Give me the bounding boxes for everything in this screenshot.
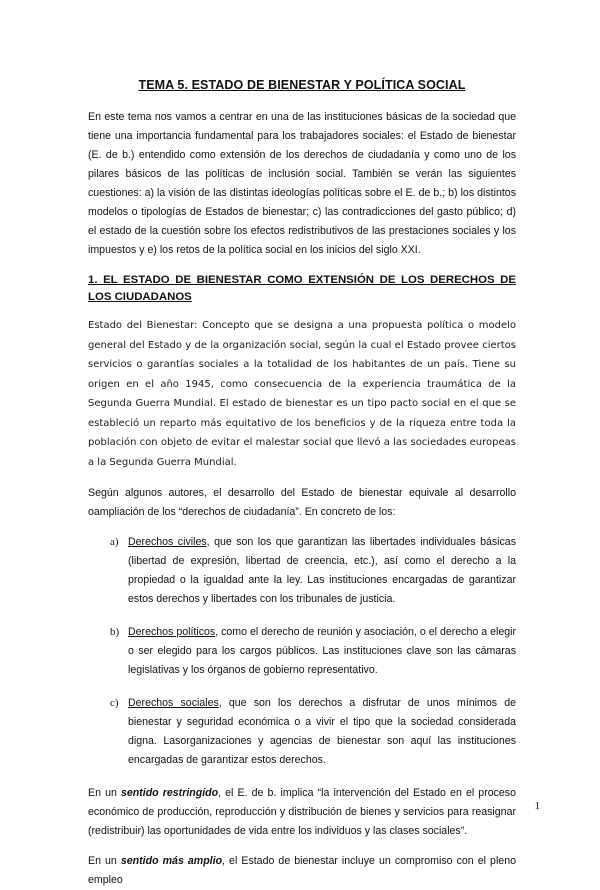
list-marker: c) [110, 697, 119, 709]
broad-prefix: En un [88, 855, 121, 867]
definition-paragraph: Estado del Bienestar: Concepto que se designa a una propuesta política o modelo general del Estado y de la organización social, según la cual el Estado provee ciertos servicios o garantías sociales a la totalidad de los habitantes de un país. Tiene su origen en el año 1945, como consecuencia de la experiencia traumática de la Segunda Guerra Mundial. El estado de bienestar es un tipo pacto social en el que se estableció un reparto más equitativo de los beneficios y de la riqueza entre toda la población con objeto de evitar el malestar social que llevó a las sociedades europeas a la Segunda Guerra Mundial. [88, 320, 516, 468]
broad-text: , el Estado de bienestar incluye un compromiso con el pleno empleo [88, 855, 516, 886]
right-term: Derechos políticos [128, 626, 216, 638]
broad-term: sentido más amplio [120, 855, 223, 867]
restricted-sense-paragraph [88, 784, 516, 841]
right-term: Derechos civiles [128, 536, 207, 548]
document-title: TEMA 5. ESTADO DE BIENESTAR Y POLÍTICA SOCIAL [138, 78, 466, 92]
restricted-term: sentido restringido [120, 787, 219, 799]
right-text: , como el derecho de reunión y asociación, o el derecho a elegir o ser elegido para los cargos públicos. Las instituciones clave son las cámaras legislativas y los órganos de gobierno representativo. [128, 626, 516, 676]
document-page [88, 78, 516, 890]
section-heading: 1. EL ESTADO DE BIENESTAR COMO EXTENSIÓN DE LOS DERECHOS DE LOS CIUDADANOS [88, 274, 516, 303]
broad-sense-paragraph [88, 852, 516, 890]
page-number: 1 [534, 800, 540, 812]
list-item [88, 623, 516, 680]
restricted-prefix: En un [88, 787, 121, 799]
authors-paragraph: Según algunos autores, el desarrollo del Estado de bienestar equivale al desarrollo oampliación de los “derechos de ciudadanía”. En concreto de los: [88, 487, 516, 518]
list-marker: a) [110, 536, 119, 548]
right-text: , que son los derechos a disfrutar de unos mínimos de bienestar y seguridad económica o a vivir el tipo que la sociedad considerada digna. Lasorganizaciones y agencias de bienestar son aquí las instituciones encargadas de garantizar estos derechos. [128, 697, 516, 766]
rights-list [88, 533, 516, 770]
list-item [88, 533, 516, 609]
intro-paragraph: En este tema nos vamos a centrar en una de las instituciones básicas de la sociedad que tiene una importancia fundamental para los trabajadores sociales: el Estado de bienestar (E. de b.) entendido como extensión de los derechos de ciudadanía y como uno de los pilares básicos de las políticas de inclusión social. También se verán las siguientes cuestiones: a) la visión de las distintas ideologías políticas sobre el E. de b.; b) los distintos modelos o tipologías de Estados de bienestar; c) las contradicciones del gasto público; d) el estado de la cuestión sobre los efectos redistributivos de las prestaciones sociales y los impuestos y e) los retos de la política social en los inicios del siglo XXI. [88, 111, 516, 256]
list-marker: b) [110, 626, 120, 638]
restricted-text: , el E. de b. implica “la intervención del Estado en el proceso económico de producción, reproducción y distribución de bienes y servicios para reasignar (redistribuir) las oportunidades de vida entre los individuos y las clases sociales”. [88, 787, 516, 837]
right-text: , que son los que garantizan las libertades individuales básicas (libertad de expresión, libertad de creencia, etc.), así como el derecho a la propiedad o la igualdad ante la ley. Las instituciones encargadas de garantizar estos derechos y libertades con los tribunales de justicia. [128, 536, 516, 605]
right-term: Derechos sociales [128, 697, 219, 709]
list-item [88, 694, 516, 770]
